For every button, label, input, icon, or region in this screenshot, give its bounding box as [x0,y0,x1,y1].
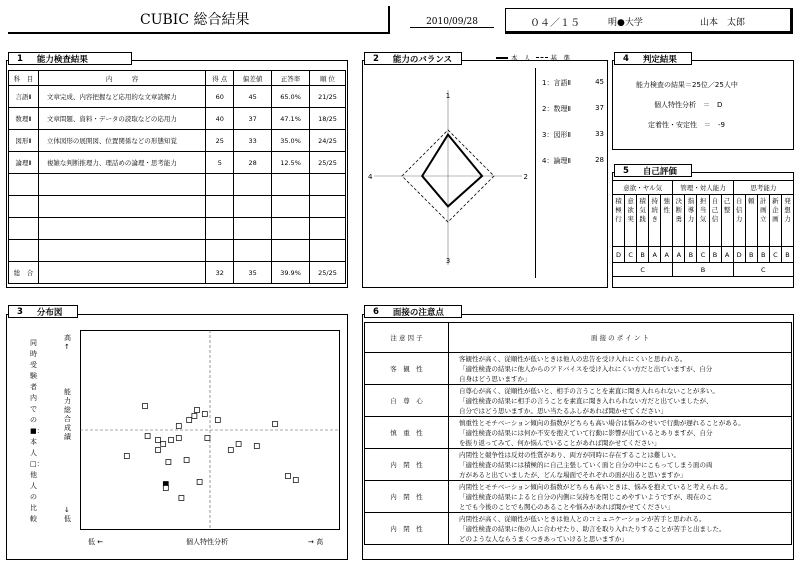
scatter-point-other [143,404,148,409]
cell-rank: 21/25 [310,86,346,108]
scatter-point-other [156,438,161,443]
legend-std: 基 準 [550,54,570,62]
self-eval-col: 持続き [649,195,661,247]
radar-self-polygon [422,135,482,207]
point-line: 「適性検査の結果には何か不安を抱えていて行動に影響が出ているとありますが、自分 [459,428,713,437]
list-item [542,104,604,130]
s1-h-score: 得 点 [206,71,234,86]
list-item [542,130,604,156]
point-line: 「適性検査の結果に他人からのアドバイスを受け入れにくい方だと出ていますが、自分 [459,364,713,373]
s3-side-label: 同時受験者内での■：本人□：他人の比較 [30,339,44,523]
scatter-point-other [124,454,129,459]
radar-axis-label-3: 3 [445,257,451,265]
scatter-point-other [228,448,233,453]
cell-rank: 24/25 [310,130,346,152]
self-eval-col: 決断勇 [673,195,685,247]
point-line: 内閉性と競争性は反対の性質があり、両方が同時に存在することは難しい。 [459,450,680,459]
header-date: 2010/09/28 [410,17,494,28]
item-value: 28 [595,156,604,164]
scatter-point-other [205,436,210,441]
s3-x-low: 低 ← [88,538,104,546]
factor-cell: 内 閉 性 [365,481,449,513]
s1-h-subject: 科 目 [9,71,39,86]
cell-dev: 37 [234,108,272,130]
header-university: 明●大学 [608,18,643,28]
self-eval-grade: A [649,247,661,263]
point-line: 自身はどう思いますか」 [459,374,531,383]
table-row [365,481,792,513]
table-row [365,385,792,417]
point-cell [449,385,792,417]
self-eval-grade: A [661,247,673,263]
point-line: 内閉性とモチベーション傾向の指数がどちらも高いときは、悩みを抱えていると考えられる。 [459,482,732,491]
radar-axis-label-4: 4 [368,173,373,181]
factor-cell: 内 閉 性 [365,449,449,481]
scatter-point-other [187,418,192,423]
s2-legend [496,53,570,62]
table-row [365,449,792,481]
s4-title [614,52,692,65]
point-line: 慎重性とモチベーション傾向の指数がどちらも高い場合は悩みのせいで行動が遅れることがある。 [459,418,745,427]
cell-rate: 39.9% [272,262,310,284]
cell-rate: 47.1% [272,108,310,130]
self-eval-col: 担当気 [697,195,709,247]
header-title: CUBIC 総合結果 [140,12,250,28]
item-label: 4：論理Ⅱ [542,157,571,165]
cell-content: 立体図形の展開図、位置関係などの形態知覚 [38,130,205,152]
cell-content: 文章問題、資料・データの読取などの応用力 [38,108,205,130]
scatter-point-other [254,444,259,449]
s5-vertical-row [613,195,794,247]
table-row [9,108,346,130]
scatter-point-other [195,408,200,413]
factor-cell: 客 観 性 [365,353,449,385]
cell-subject: 言語Ⅱ [9,86,39,108]
s5-grade-row [613,247,794,263]
cell-dev: 45 [234,86,272,108]
header-id: ０４／１５ [530,18,580,29]
cell-rank: 25/25 [310,262,346,284]
table-row-total [9,262,346,284]
s1-table [8,70,346,284]
cell-score: 60 [206,86,234,108]
scatter-point-other [273,422,278,427]
s4-line1: 能力検査の結果＝25位／25人中 [636,81,738,89]
cell-subject: 数理Ⅱ [9,108,39,130]
s5-group-row [613,181,794,195]
table-row-empty [9,218,346,240]
self-eval-col: 己整 [721,195,733,247]
legend-self: 本 人 [511,54,531,62]
s6-table [364,322,792,545]
point-line: 「適性検査の結果によると自分の内側に気持ちを閉じこめやすいようですが、現在のこ [459,492,713,501]
s1-h-rank: 順 位 [310,71,346,86]
cell-dev: 35 [234,262,272,284]
scatter-point-other [163,486,168,491]
s6-h-point: 面 接 の ポ イ ン ト [449,323,792,353]
s4-title-text: 判定結果 [642,54,677,65]
item-label: 2：数理Ⅱ [542,105,571,113]
item-label: 1：言語Ⅱ [542,79,571,87]
scatter-point-other [293,478,298,483]
s6-header-row [365,323,792,353]
s6-title-text: 面接の注意点 [392,307,444,318]
table-row [9,130,346,152]
cell-subject: 総 合 [9,262,39,284]
cell-rate: 65.0% [272,86,310,108]
s3-y-high: 高 ↑ [64,334,71,351]
point-line: どのような人ならうまくつきあっていけると思いますか」 [459,534,628,543]
point-line: 方があると出ていましたが、どんな場面でそれぞれの面が出ると思いますか」 [459,470,687,479]
scatter-point-other [179,496,184,501]
cell-rank: 25/25 [310,152,346,174]
self-eval-grade: C [697,247,709,263]
s5-title-text: 自己評価 [642,166,677,177]
list-item [542,78,604,104]
cell-content: 文章完成、内容把握など応用的な文章読解力 [38,86,205,108]
scatter-point-other [156,448,161,453]
cell-rate: 12.5% [272,152,310,174]
s5-title [614,164,692,177]
s2-divider [535,68,536,278]
radar-axes [374,90,522,265]
cell-score: 40 [206,108,234,130]
s3-y-low: ↓ 低 [64,506,71,523]
self-eval-col: 積極行 [613,195,625,247]
point-line: 客観性が高く、従順性が低いときは他人の忠告を受け入れにくいと思われる。 [459,354,687,363]
s5-table [612,180,794,277]
self-eval-grade: A [673,247,685,263]
cell-score: 5 [206,152,234,174]
self-eval-col: 発想力 [781,195,793,247]
table-row [365,417,792,449]
scatter-point-other [286,474,291,479]
point-line: 内閉性が高く、従順性が低いときは他人とのコミュニケーションが苦手と思われる。 [459,514,706,523]
point-cell [449,449,792,481]
point-line: 「適性検査の結果に他の人に合わせたり、助言を取り入れたりすることが苦手と出ました。 [459,524,726,533]
table-row-empty [9,240,346,262]
s1-number: 1 [17,53,23,64]
s2-number: 2 [373,53,379,64]
item-value: 45 [595,78,604,86]
scatter-point-other [236,442,241,447]
cell-content: 複雑な判断推理力、理詰めの論理・思考能力 [38,152,205,174]
scatter-point-other [161,442,166,447]
s5-number: 5 [623,165,629,176]
self-eval-grade: B [745,247,757,263]
s4-number: 4 [623,53,629,64]
self-eval-grade: B [637,247,649,263]
self-eval-col: 計画立 [757,195,769,247]
s1-title [8,52,132,65]
table-row [365,353,792,385]
point-cell [449,417,792,449]
self-eval-col: 自己信 [709,195,721,247]
s2-items [542,78,604,182]
self-eval-col: 自信力 [733,195,745,247]
item-label: 3：図形Ⅱ [542,131,571,139]
s1-h-content: 内 容 [38,71,205,86]
scatter-point-other [202,412,207,417]
point-line: とでも今後のことでも関心のあることや悩みがあれば聞かせてください」 [459,502,674,511]
self-eval-col: 積気践 [637,195,649,247]
self-eval-grade: D [733,247,745,263]
cell-rate: 35.0% [272,130,310,152]
point-cell [449,353,792,385]
s1-h-dev: 偏差値 [234,71,272,86]
radar-chart [364,70,532,282]
point-line: 「適性検査の結果に相手の言うことを素直に聞き入れられない方だと出ていましたが、 [459,396,713,405]
factor-cell: 自 尊 心 [365,385,449,417]
self-eval-col: 新企画 [769,195,781,247]
self-eval-grade: B [781,247,793,263]
self-eval-col: 頼 [745,195,757,247]
s5-group-3: 思考能力 [733,181,793,195]
s5-group-1: 意欲・ヤル気 [613,181,673,195]
self-eval-col: 指導力 [685,195,697,247]
table-row-empty [9,174,346,196]
s3-title-text: 分布図 [36,307,63,318]
cell-dev: 28 [234,152,272,174]
table-row [9,86,346,108]
scatter-point-other [184,458,189,463]
self-eval-grade: D [613,247,625,263]
list-item [542,156,604,182]
self-eval-grade: C [769,247,781,263]
scatter-point-other [169,438,174,443]
legend-std-line [536,57,548,58]
s2-title [364,52,462,65]
table-row [9,152,346,174]
scatter-point-other [166,460,171,465]
point-line: を振り返ってみて、何か悩んでいることがあれば聞かせてください」 [459,438,661,447]
s2-title-text: 能力のバランス [392,54,453,65]
table-row [365,513,792,545]
self-eval-grade: B [685,247,697,263]
point-cell [449,513,792,545]
scatter-point-other [176,436,181,441]
self-eval-grade: C [625,247,637,263]
s6-number: 6 [373,306,379,317]
legend-self-line [496,57,508,59]
point-cell [449,481,792,513]
factor-cell: 内 閉 性 [365,513,449,545]
cell-dev: 33 [234,130,272,152]
item-value: 33 [595,130,604,138]
point-line: 自尊心が高く、従順性が低いと、相手の言うことを素直に聞き入れられないことが多い。 [459,386,719,395]
radar-axis-label-2: 2 [523,173,528,181]
scatter-point-other [197,480,202,485]
s1-h-rate: 正答率 [272,71,310,86]
self-eval-grade: B [709,247,721,263]
s1-title-text: 能力検査結果 [36,54,88,65]
self-eval-grade: A [721,247,733,263]
self-eval-grade: B [757,247,769,263]
s6-h-factor: 注 意 因 子 [365,323,449,353]
s5-group-grade-3: C [733,263,793,277]
factor-cell: 慎 重 性 [365,417,449,449]
cell-subject: 図形Ⅱ [9,130,39,152]
s3-y-axis: 能力総合成績 [64,388,71,441]
s1-header-row [9,71,346,86]
header [0,0,800,40]
self-eval-col: 強性 [661,195,673,247]
s4-line3: 定着性・安定性 ＝ -9 [648,121,725,129]
scatter-point-other [176,424,181,429]
point-line: 「適性検査の結果には積極的に自己主張していく面と自分の中にこもってしまう面の両 [459,460,713,469]
radar-axis-label-1: 1 [445,92,451,100]
cell-content [38,262,205,284]
item-value: 37 [595,104,604,112]
s5-group-grade-2: B [673,263,733,277]
s3-x-high: → 高 [308,538,324,546]
point-line: 自分ではどう思いますか。思い当たるふしがあれば聞かせてください」 [459,406,667,415]
scatter-point-other [145,434,150,439]
scatter-point-other [215,418,220,423]
cell-score: 32 [206,262,234,284]
s4-line2: 個人特性分析 ＝ D [654,101,723,109]
s3-x-axis: 個人特性分析 [186,538,228,546]
s6-title [364,305,462,318]
cell-rank: 18/25 [310,108,346,130]
s5-group-grade-row [613,263,794,277]
scatter-point-other [192,414,197,419]
s3-title [8,305,78,318]
cell-subject: 論理Ⅱ [9,152,39,174]
s3-number: 3 [17,306,23,317]
scatter-plot [80,330,340,530]
self-eval-col: 意欲実 [625,195,637,247]
cell-score: 25 [206,130,234,152]
header-name: 山本 太郎 [700,18,746,28]
s5-group-grade-1: C [613,263,673,277]
table-row-empty [9,196,346,218]
s5-group-2: 管理・対人能力 [673,181,733,195]
